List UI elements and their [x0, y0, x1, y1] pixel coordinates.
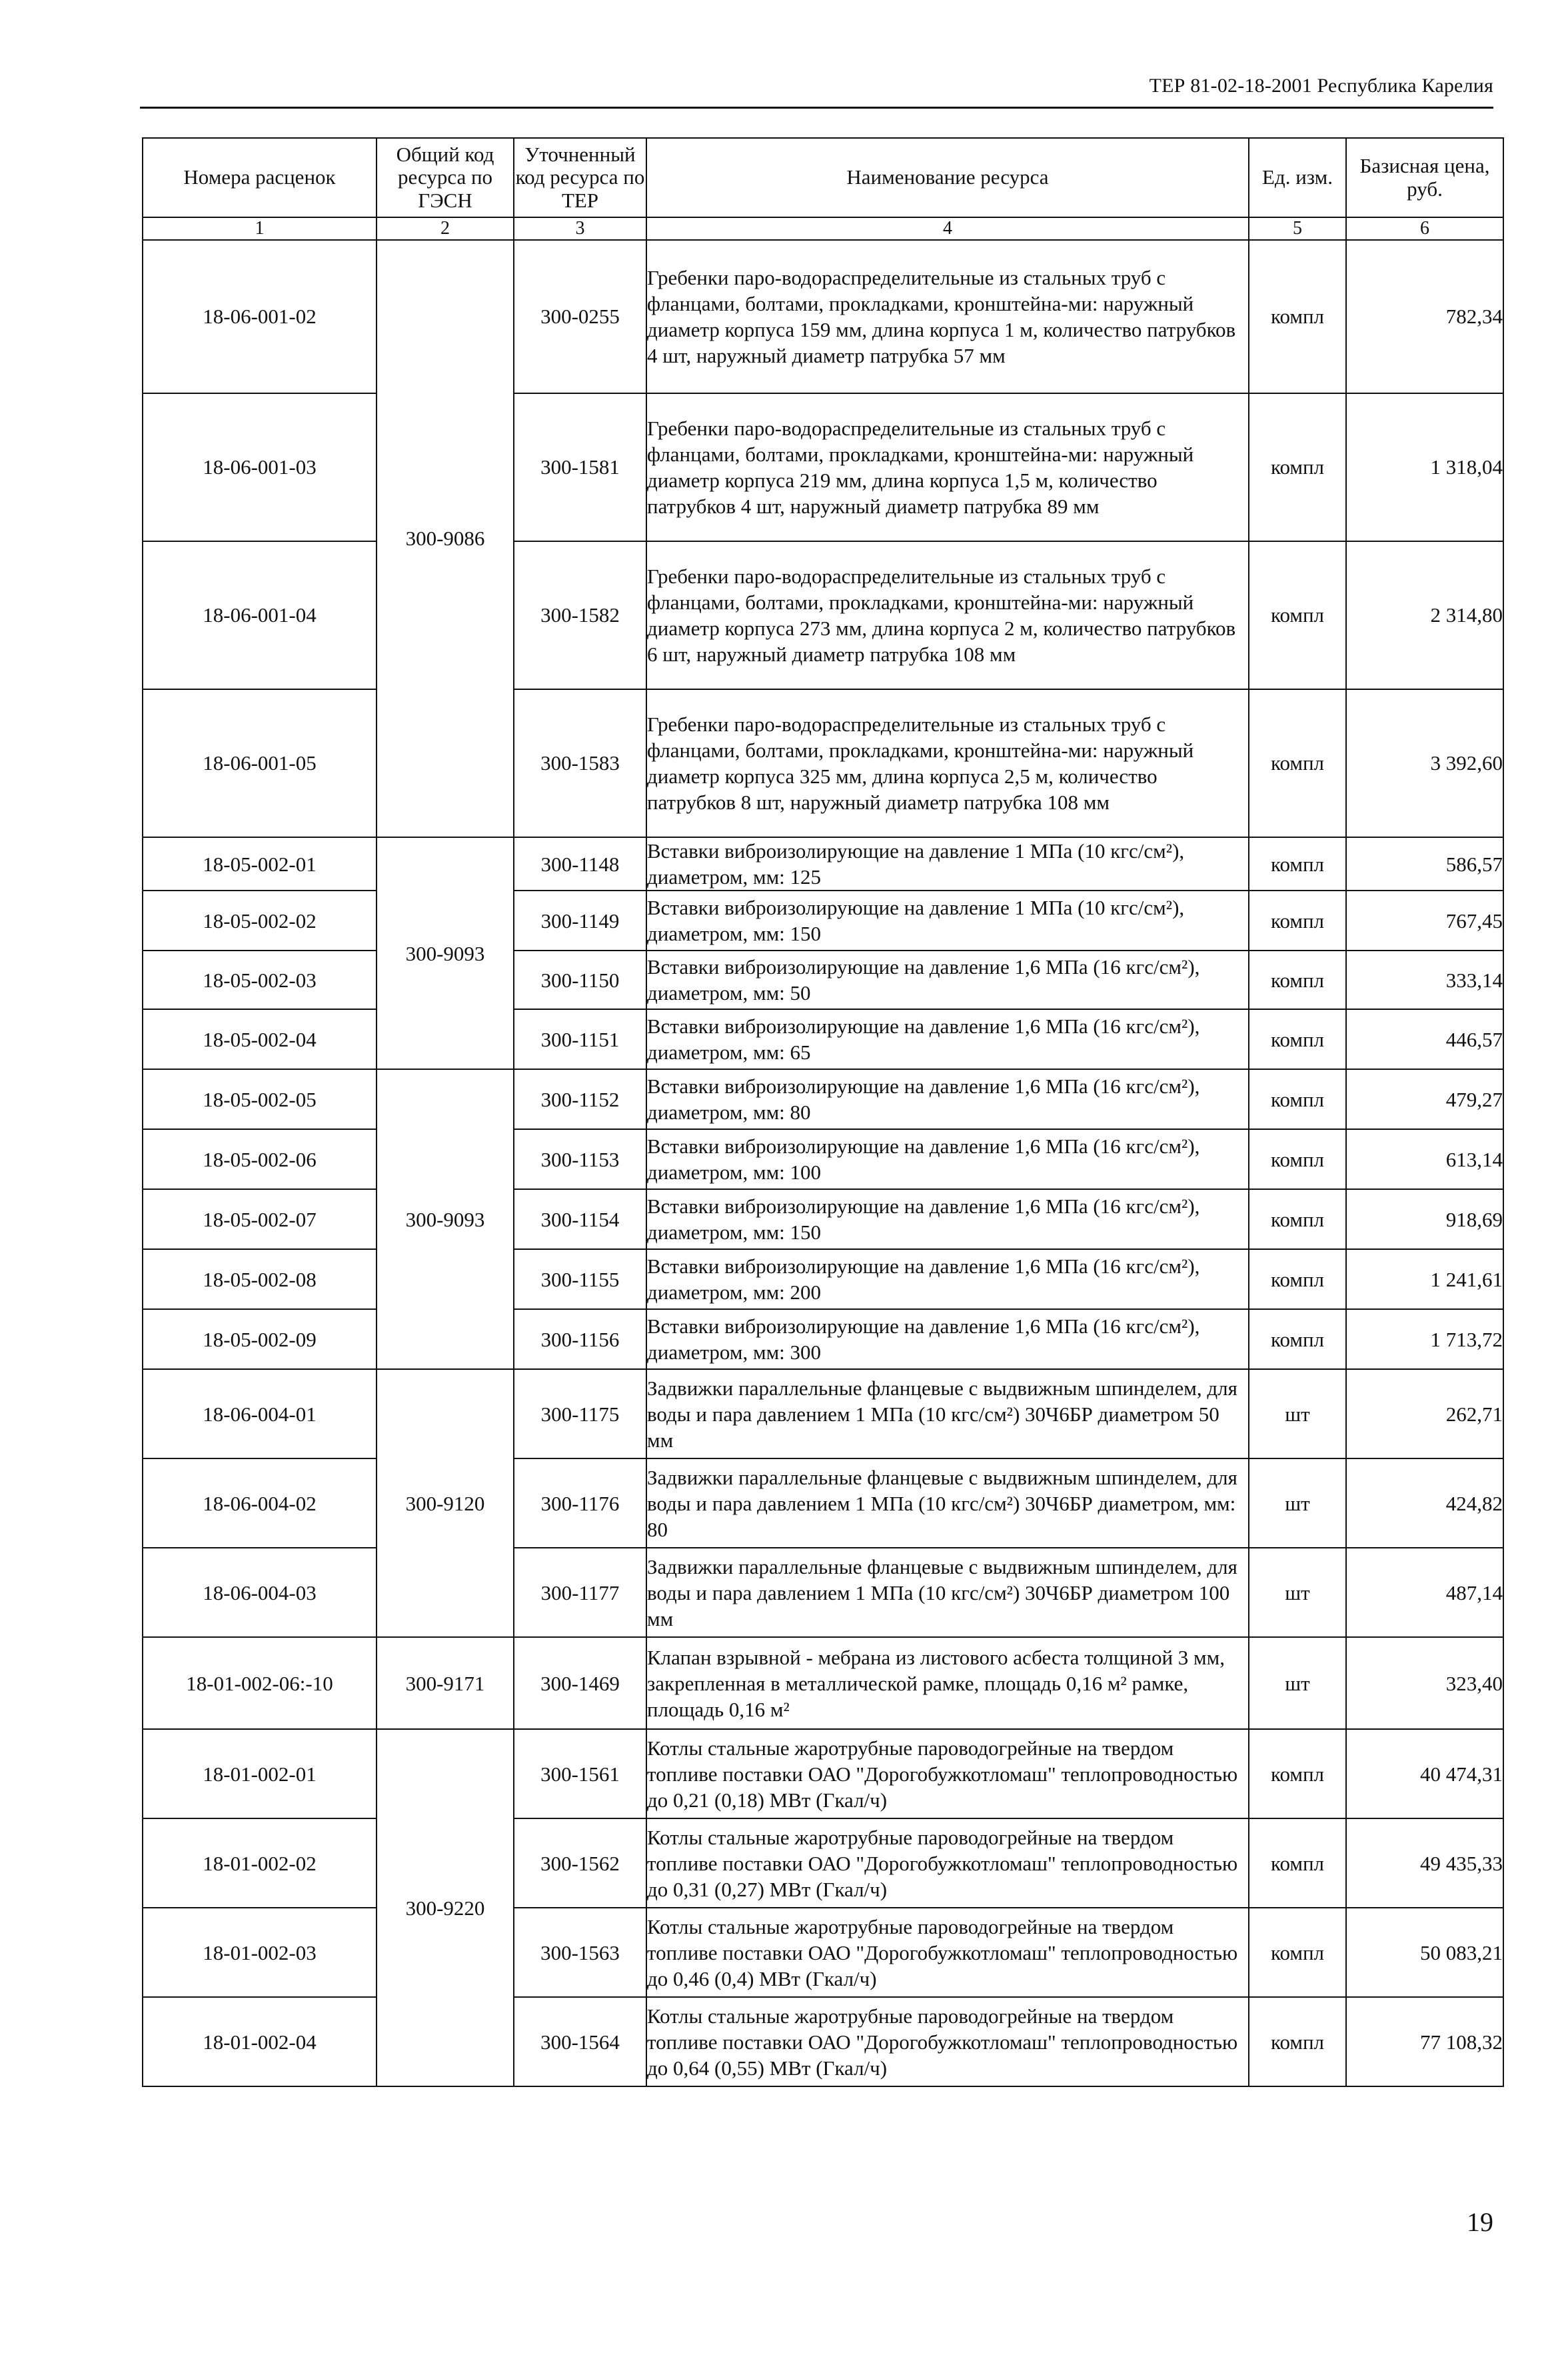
refined-resource-code-cell: 300-1582 [514, 541, 646, 689]
base-price-cell: 767,45 [1346, 891, 1503, 951]
refined-resource-code-cell: 300-1154 [514, 1189, 646, 1249]
table-row [143, 1729, 1503, 1818]
table-row [143, 1189, 1503, 1249]
rate-code-cell: 18-05-002-07 [143, 1189, 377, 1249]
rate-code-cell: 18-05-002-06 [143, 1129, 377, 1189]
column-number-row [143, 217, 1503, 240]
base-price-cell: 782,34 [1346, 240, 1503, 393]
resource-name-cell: Котлы стальные жаротрубные пароводогрейные на твердом топливе поставки ОАО "Дорогобужкотломаш" теплопроводностью до 0,31 (0,27) МВт (Гкал/ч) [646, 1818, 1249, 1908]
base-price-cell: 1 318,04 [1346, 393, 1503, 541]
rate-code-cell: 18-05-002-05 [143, 1069, 377, 1129]
base-price-cell: 2 314,80 [1346, 541, 1503, 689]
base-price-cell: 918,69 [1346, 1189, 1503, 1249]
unit-cell: компл [1249, 1309, 1346, 1369]
unit-cell: компл [1249, 1009, 1346, 1069]
resource-name-cell: Вставки виброизолирующие на давление 1,6 МПа (16 кгс/см²), диаметром, мм: 150 [646, 1189, 1249, 1249]
table-row [143, 240, 1503, 393]
refined-resource-code-cell: 300-1176 [514, 1458, 646, 1548]
table-header-row [143, 138, 1503, 217]
table-row [143, 689, 1503, 837]
table-row [143, 1249, 1503, 1309]
unit-cell: компл [1249, 1249, 1346, 1309]
unit-cell: компл [1249, 837, 1346, 891]
table-row [143, 1997, 1503, 2086]
base-price-cell: 262,71 [1346, 1369, 1503, 1458]
column-header: Номера расценок [143, 138, 377, 217]
rate-code-cell: 18-06-004-02 [143, 1458, 377, 1548]
refined-resource-code-cell: 300-1563 [514, 1908, 646, 1997]
column-number: 1 [143, 217, 377, 240]
document-header: ТЕР 81-02-18-2001 Республика Карелия [1149, 75, 1493, 97]
refined-resource-code-cell: 300-1175 [514, 1369, 646, 1458]
rate-code-cell: 18-01-002-06:-10 [143, 1637, 377, 1729]
resource-name-cell: Котлы стальные жаротрубные пароводогрейные на твердом топливе поставки ОАО "Дорогобужкотломаш" теплопроводностью до 0,21 (0,18) МВт (Гкал/ч) [646, 1729, 1249, 1818]
resource-price-table [142, 137, 1504, 2087]
rate-code-cell: 18-01-002-03 [143, 1908, 377, 1997]
resource-name-cell: Вставки виброизолирующие на давление 1,6 МПа (16 кгс/см²), диаметром, мм: 80 [646, 1069, 1249, 1129]
rate-code-cell: 18-05-002-04 [143, 1009, 377, 1069]
unit-cell: шт [1249, 1369, 1346, 1458]
rate-code-cell: 18-06-004-03 [143, 1548, 377, 1637]
base-price-cell: 333,14 [1346, 951, 1503, 1009]
table-row [143, 1069, 1503, 1129]
base-price-cell: 323,40 [1346, 1637, 1503, 1729]
column-number: 6 [1346, 217, 1503, 240]
resource-name-cell: Клапан взрывной - мебрана из листового асбеста толщиной 3 мм, закрепленная в металлической рамке, площадь 0,16 м² рамке, площадь 0,16 м² [646, 1637, 1249, 1729]
resource-name-cell: Котлы стальные жаротрубные пароводогрейные на твердом топливе поставки ОАО "Дорогобужкотломаш" теплопроводностью до 0,64 (0,55) МВт (Гкал/ч) [646, 1997, 1249, 2086]
header-divider [140, 107, 1493, 109]
refined-resource-code-cell: 300-1155 [514, 1249, 646, 1309]
rate-code-cell: 18-05-002-08 [143, 1249, 377, 1309]
refined-resource-code-cell: 300-1151 [514, 1009, 646, 1069]
refined-resource-code-cell: 300-1149 [514, 891, 646, 951]
unit-cell: компл [1249, 1729, 1346, 1818]
resource-name-cell: Задвижки параллельные фланцевые с выдвижным шпинделем, для воды и пара давлением 1 МПа (10 кгс/см²) 30Ч6БР диаметром, мм: 80 [646, 1458, 1249, 1548]
rate-code-cell: 18-06-001-04 [143, 541, 377, 689]
rate-code-cell: 18-05-002-09 [143, 1309, 377, 1369]
unit-cell: компл [1249, 1908, 1346, 1997]
base-price-cell: 49 435,33 [1346, 1818, 1503, 1908]
refined-resource-code-cell: 300-1152 [514, 1069, 646, 1129]
resource-name-cell: Вставки виброизолирующие на давление 1 МПа (10 кгс/см²), диаметром, мм: 150 [646, 891, 1249, 951]
column-number: 3 [514, 217, 646, 240]
general-resource-code-cell: 300-9171 [377, 1637, 514, 1729]
table-row [143, 1129, 1503, 1189]
refined-resource-code-cell: 300-1583 [514, 689, 646, 837]
unit-cell: компл [1249, 1069, 1346, 1129]
rate-code-cell: 18-06-001-05 [143, 689, 377, 837]
refined-resource-code-cell: 300-1469 [514, 1637, 646, 1729]
column-header: Наименование ресурса [646, 138, 1249, 217]
resource-name-cell: Вставки виброизолирующие на давление 1 МПа (10 кгс/см²), диаметром, мм: 125 [646, 837, 1249, 891]
resource-name-cell: Задвижки параллельные фланцевые с выдвижным шпинделем, для воды и пара давлением 1 МПа (10 кгс/см²) 30Ч6БР диаметром 50 мм [646, 1369, 1249, 1458]
resource-name-cell: Гребенки паро-водораспределительные из стальных труб с фланцами, болтами, прокладками, кронштейна-ми: наружный диаметр корпуса 159 мм, длина корпуса 1 м, количество патрубков 4 шт, наружный диаметр патрубка 57 мм [646, 240, 1249, 393]
resource-name-cell: Вставки виброизолирующие на давление 1,6 МПа (16 кгс/см²), диаметром, мм: 65 [646, 1009, 1249, 1069]
unit-cell: компл [1249, 393, 1346, 541]
base-price-cell: 40 474,31 [1346, 1729, 1503, 1818]
base-price-cell: 50 083,21 [1346, 1908, 1503, 1997]
base-price-cell: 424,82 [1346, 1458, 1503, 1548]
resource-name-cell: Вставки виброизолирующие на давление 1,6 МПа (16 кгс/см²), диаметром, мм: 200 [646, 1249, 1249, 1309]
column-number: 4 [646, 217, 1249, 240]
unit-cell: компл [1249, 1997, 1346, 2086]
column-number: 2 [377, 217, 514, 240]
unit-cell: компл [1249, 891, 1346, 951]
table-row [143, 541, 1503, 689]
unit-cell: компл [1249, 1189, 1346, 1249]
rate-code-cell: 18-06-001-03 [143, 393, 377, 541]
resource-name-cell: Вставки виброизолирующие на давление 1,6 МПа (16 кгс/см²), диаметром, мм: 100 [646, 1129, 1249, 1189]
base-price-cell: 1 713,72 [1346, 1309, 1503, 1369]
refined-resource-code-cell: 300-1148 [514, 837, 646, 891]
base-price-cell: 446,57 [1346, 1009, 1503, 1069]
unit-cell: компл [1249, 240, 1346, 393]
table-row [143, 1818, 1503, 1908]
refined-resource-code-cell: 300-1561 [514, 1729, 646, 1818]
column-header: Общий код ресурса по ГЭСН [377, 138, 514, 217]
column-number: 5 [1249, 217, 1346, 240]
table-row [143, 837, 1503, 891]
resource-name-cell: Вставки виброизолирующие на давление 1,6 МПа (16 кгс/см²), диаметром, мм: 50 [646, 951, 1249, 1009]
refined-resource-code-cell: 300-1564 [514, 1997, 646, 2086]
rate-code-cell: 18-01-002-01 [143, 1729, 377, 1818]
table-row [143, 393, 1503, 541]
base-price-cell: 586,57 [1346, 837, 1503, 891]
general-resource-code-cell: 300-9093 [377, 1069, 514, 1369]
table-row [143, 1009, 1503, 1069]
unit-cell: компл [1249, 1818, 1346, 1908]
refined-resource-code-cell: 300-0255 [514, 240, 646, 393]
refined-resource-code-cell: 300-1150 [514, 951, 646, 1009]
general-resource-code-cell: 300-9120 [377, 1369, 514, 1637]
table-row [143, 1637, 1503, 1729]
general-resource-code-cell: 300-9093 [377, 837, 514, 1069]
base-price-cell: 3 392,60 [1346, 689, 1503, 837]
resource-name-cell: Задвижки параллельные фланцевые с выдвижным шпинделем, для воды и пара давлением 1 МПа (10 кгс/см²) 30Ч6БР диаметром 100 мм [646, 1548, 1249, 1637]
general-resource-code-cell: 300-9220 [377, 1729, 514, 2086]
column-header: Ед. изм. [1249, 138, 1346, 217]
base-price-cell: 77 108,32 [1346, 1997, 1503, 2086]
rate-code-cell: 18-05-002-03 [143, 951, 377, 1009]
unit-cell: шт [1249, 1637, 1346, 1729]
general-resource-code-cell: 300-9086 [377, 240, 514, 837]
refined-resource-code-cell: 300-1177 [514, 1548, 646, 1637]
rate-code-cell: 18-05-002-01 [143, 837, 377, 891]
table-row [143, 1309, 1503, 1369]
unit-cell: шт [1249, 1458, 1346, 1548]
table-body [143, 240, 1503, 2086]
base-price-cell: 613,14 [1346, 1129, 1503, 1189]
page-number: 19 [1467, 2207, 1493, 2237]
refined-resource-code-cell: 300-1156 [514, 1309, 646, 1369]
table-row [143, 1548, 1503, 1637]
table-row [143, 951, 1503, 1009]
base-price-cell: 487,14 [1346, 1548, 1503, 1637]
refined-resource-code-cell: 300-1562 [514, 1818, 646, 1908]
rate-code-cell: 18-01-002-02 [143, 1818, 377, 1908]
unit-cell: компл [1249, 951, 1346, 1009]
unit-cell: компл [1249, 1129, 1346, 1189]
resource-name-cell: Гребенки паро-водораспределительные из стальных труб с фланцами, болтами, прокладками, кронштейна-ми: наружный диаметр корпуса 219 мм, длина корпуса 1,5 м, количество патрубков 4 шт, наружный диаметр патрубка 89 мм [646, 393, 1249, 541]
rate-code-cell: 18-06-004-01 [143, 1369, 377, 1458]
table-row [143, 891, 1503, 951]
refined-resource-code-cell: 300-1581 [514, 393, 646, 541]
rate-code-cell: 18-01-002-04 [143, 1997, 377, 2086]
resource-name-cell: Котлы стальные жаротрубные пароводогрейные на твердом топливе поставки ОАО "Дорогобужкотломаш" теплопроводностью до 0,46 (0,4) МВт (Гкал/ч) [646, 1908, 1249, 1997]
base-price-cell: 479,27 [1346, 1069, 1503, 1129]
resource-name-cell: Гребенки паро-водораспределительные из стальных труб с фланцами, болтами, прокладками, кронштейна-ми: наружный диаметр корпуса 273 мм, длина корпуса 2 м, количество патрубков 6 шт, наружный диаметр патрубка 108 мм [646, 541, 1249, 689]
resource-name-cell: Вставки виброизолирующие на давление 1,6 МПа (16 кгс/см²), диаметром, мм: 300 [646, 1309, 1249, 1369]
column-header: Уточненный код ресурса по ТЕР [514, 138, 646, 217]
rate-code-cell: 18-06-001-02 [143, 240, 377, 393]
table-row [143, 1908, 1503, 1997]
base-price-cell: 1 241,61 [1346, 1249, 1503, 1309]
unit-cell: компл [1249, 689, 1346, 837]
unit-cell: компл [1249, 541, 1346, 689]
unit-cell: шт [1249, 1548, 1346, 1637]
resource-name-cell: Гребенки паро-водораспределительные из стальных труб с фланцами, болтами, прокладками, кронштейна-ми: наружный диаметр корпуса 325 мм, длина корпуса 2,5 м, количество патрубков 8 шт, наружный диаметр патрубка 108 мм [646, 689, 1249, 837]
table-row [143, 1458, 1503, 1548]
refined-resource-code-cell: 300-1153 [514, 1129, 646, 1189]
column-header: Базисная цена, руб. [1346, 138, 1503, 217]
rate-code-cell: 18-05-002-02 [143, 891, 377, 951]
table-row [143, 1369, 1503, 1458]
